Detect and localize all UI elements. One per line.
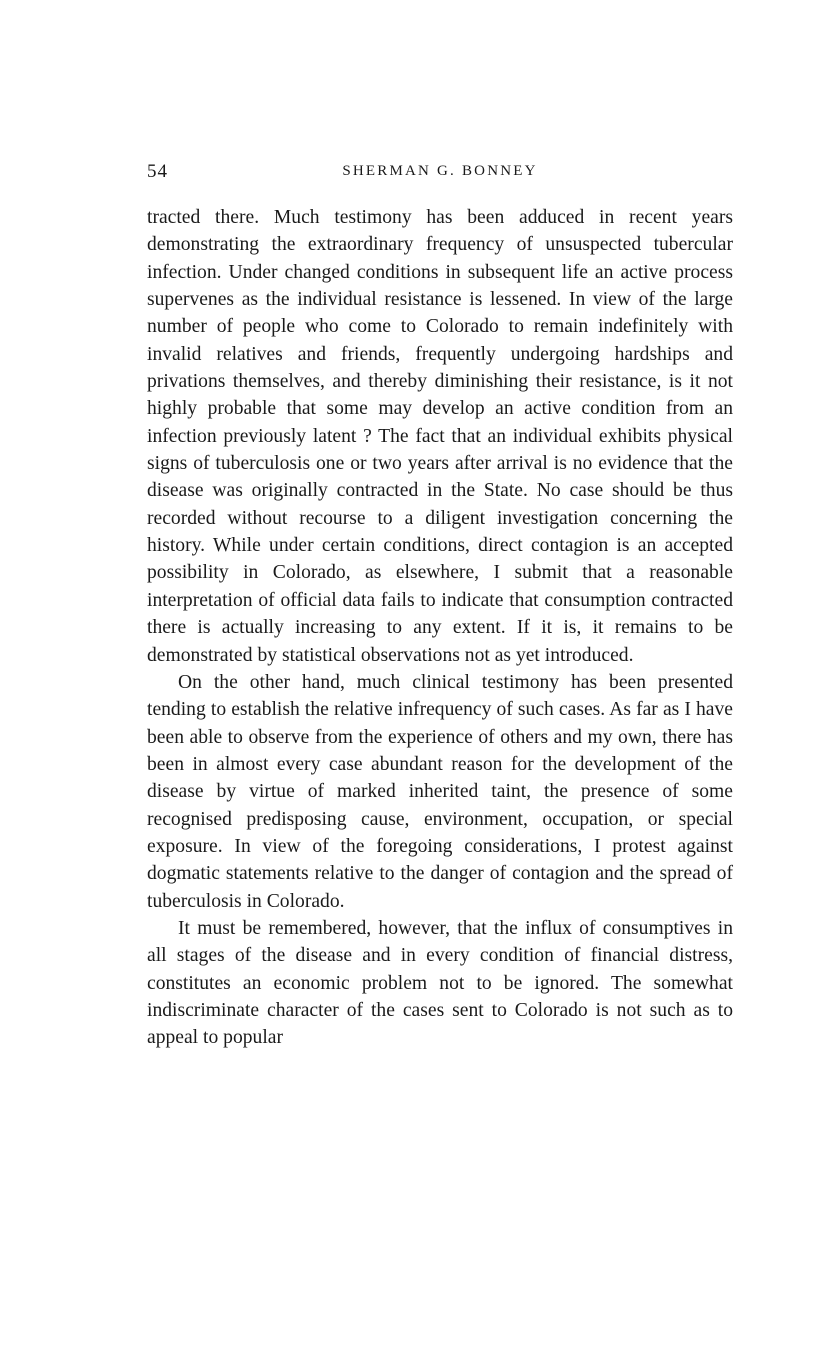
running-head bbox=[147, 161, 733, 185]
paragraph-clinical-testimony: On the other hand, much clinical testimony has been presented tending to establish the relative infrequency of such cases. As far as I have been able to observe from the experience of others and my own, there has been in almost every case abundant reason for the development of the disease by virtue of marked inherited taint, the presence of some recognised predisposing cause, environment, occupation, or special exposure. In view of the foregoing considerations, I protest against dogmatic statements relative to the danger of contagion and the spread of tuberculosis in Colorado. bbox=[147, 671, 733, 912]
body-text bbox=[147, 204, 733, 1052]
page-number: 54 bbox=[147, 161, 168, 182]
paragraph-economic-problem: It must be remembered, however, that the influx of consumptives in all stages of the disease and in every condition of financial distress, constitutes an economic problem not to be ignored. The somewhat indiscriminate character of the cases sent to Colorado is not such as to appeal to popular bbox=[147, 917, 733, 1049]
running-title: SHERMAN G. BONNEY bbox=[342, 163, 538, 179]
paragraph-continued: tracted there. Much testimony has been adduced in recent years demonstrating the extraordinary frequency of unsuspected tubercular infection. Under changed conditions in subsequent life an active process supervenes as the individual resistance is lessened. In view of the large number of people who come to Colorado to remain indefinitely with invalid relatives and friends, frequently undergoing hardships and privations themselves, and thereby diminishing their resistance, is it not highly probable that some may develop an active condition from an infection previously latent ? The fact that an individual exhibits physical signs of tuberculosis one or two years after arrival is no evidence that the disease was originally contracted in the State. No case should be thus recorded without recourse to a diligent investigation concerning the history. While under certain conditions, direct contagion is an accepted possibility in Colorado, as elsewhere, I submit that a reasonable interpretation of official data fails to indicate that consumption contracted there is actually increasing to any extent. If it is, it remains to be demonstrated by statistical observations not as yet introduced. bbox=[147, 207, 733, 666]
